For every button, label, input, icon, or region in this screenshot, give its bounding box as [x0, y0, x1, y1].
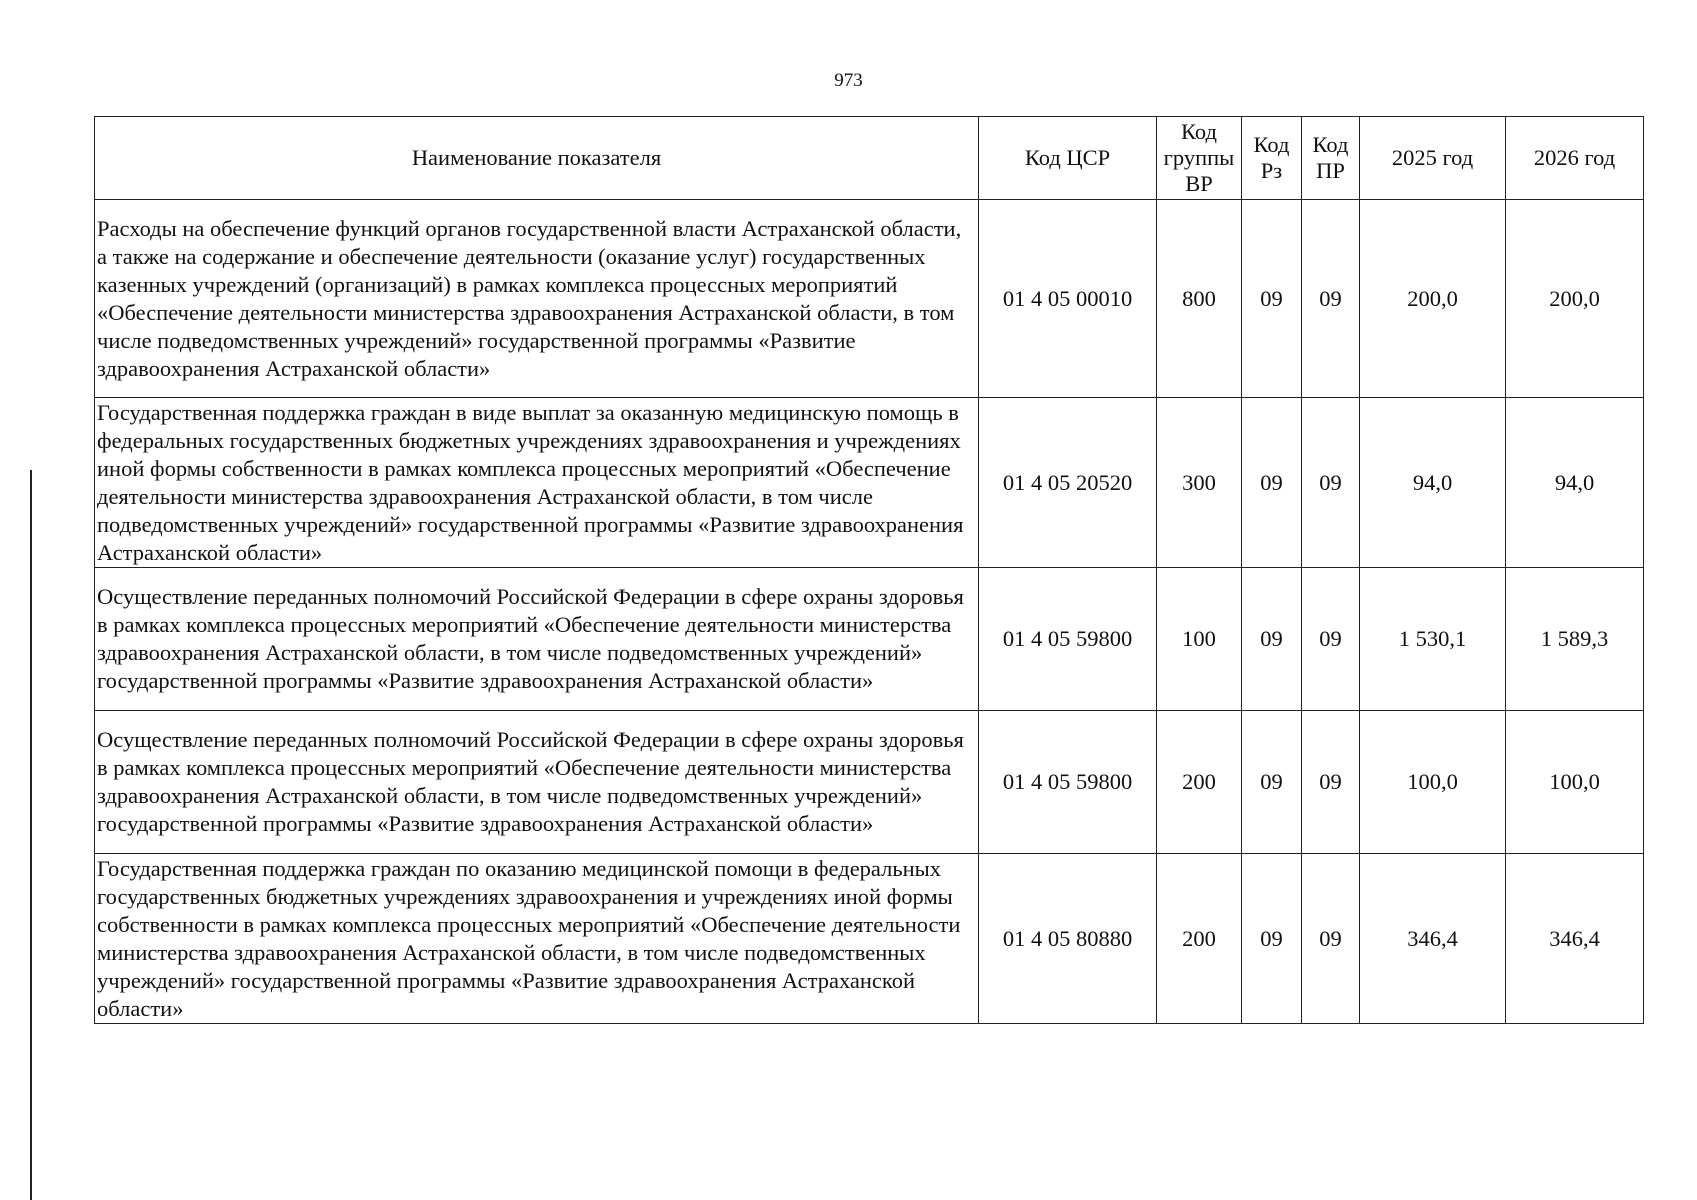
row-rz-code: 09	[1242, 711, 1302, 854]
row-pr-code: 09	[1302, 854, 1360, 1024]
row-amount-2026: 100,0	[1506, 711, 1644, 854]
row-vr-code: 200	[1157, 711, 1242, 854]
row-rz-code: 09	[1242, 398, 1302, 568]
row-pr-code: 09	[1302, 711, 1360, 854]
table-row	[95, 200, 1644, 398]
table-header-row	[95, 117, 1644, 200]
row-amount-2026: 200,0	[1506, 200, 1644, 398]
row-amount-2025: 94,0	[1360, 398, 1506, 568]
budget-table	[94, 116, 1644, 1024]
row-name: Осуществление переданных полномочий Российской Федерации в сфере охраны здоровья в рамках комплекса процессных мероприятий «Обеспечение деятельности министерства здравоохранения Астраханской области, в том числе подведомственных учреждений» государственной программы «Развитие здравоохранения Астраханской области»	[95, 568, 979, 711]
page-number: 973	[834, 70, 863, 91]
header-year-2025: 2025 год	[1360, 117, 1506, 200]
row-pr-code: 09	[1302, 568, 1360, 711]
table-row	[95, 568, 1644, 711]
row-rz-code: 09	[1242, 568, 1302, 711]
row-amount-2025: 100,0	[1360, 711, 1506, 854]
header-csr-code: Код ЦСР	[979, 117, 1157, 200]
margin-line	[30, 470, 32, 1200]
row-rz-code: 09	[1242, 854, 1302, 1024]
row-csr-code: 01 4 05 59800	[979, 568, 1157, 711]
row-pr-code: 09	[1302, 398, 1360, 568]
row-pr-code: 09	[1302, 200, 1360, 398]
header-rz-code: Код Рз	[1242, 117, 1302, 200]
row-name: Государственная поддержка граждан по оказанию медицинской помощи в федеральных государственных бюджетных учреждениях здравоохранения и учреждениях иной формы собственности в рамках комплекса процессных мероприятий «Обеспечение деятельности министерства здравоохранения Астраханской области, в том числе подведомственных учреждений» государственной программы «Развитие здравоохранения Астраханской области»	[95, 854, 979, 1024]
table-row	[95, 711, 1644, 854]
header-vr-code: Код группы ВР	[1157, 117, 1242, 200]
row-csr-code: 01 4 05 00010	[979, 200, 1157, 398]
header-name: Наименование показателя	[95, 117, 979, 200]
row-vr-code: 100	[1157, 568, 1242, 711]
table-row	[95, 398, 1644, 568]
row-name: Государственная поддержка граждан в виде выплат за оказанную медицинскую помощь в федеральных государственных бюджетных учреждениях здравоохранения и учреждениях иной формы собственности в рамках комплекса процессных мероприятий «Обеспечение деятельности министерства здравоохранения Астраханской области, в том числе подведомственных учреждений» государственной программы «Развитие здравоохранения Астраханской области»	[95, 398, 979, 568]
row-name: Расходы на обеспечение функций органов государственной власти Астраханской области, а также на содержание и обеспечение деятельности (оказание услуг) государственных казенных учреждений (организаций) в рамках комплекса процессных мероприятий «Обеспечение деятельности министерства здравоохранения Астраханской области, в том числе подведомственных учреждений» государственной программы «Развитие здравоохранения Астраханской области»	[95, 200, 979, 398]
row-name: Осуществление переданных полномочий Российской Федерации в сфере охраны здоровья в рамках комплекса процессных мероприятий «Обеспечение деятельности министерства здравоохранения Астраханской области, в том числе подведомственных учреждений» государственной программы «Развитие здравоохранения Астраханской области»	[95, 711, 979, 854]
row-amount-2025: 1 530,1	[1360, 568, 1506, 711]
row-amount-2026: 1 589,3	[1506, 568, 1644, 711]
row-vr-code: 200	[1157, 854, 1242, 1024]
row-vr-code: 300	[1157, 398, 1242, 568]
header-pr-code: Код ПР	[1302, 117, 1360, 200]
row-rz-code: 09	[1242, 200, 1302, 398]
row-amount-2025: 346,4	[1360, 854, 1506, 1024]
row-csr-code: 01 4 05 80880	[979, 854, 1157, 1024]
row-csr-code: 01 4 05 20520	[979, 398, 1157, 568]
row-amount-2026: 346,4	[1506, 854, 1644, 1024]
row-csr-code: 01 4 05 59800	[979, 711, 1157, 854]
table-row	[95, 854, 1644, 1024]
header-year-2026: 2026 год	[1506, 117, 1644, 200]
row-amount-2026: 94,0	[1506, 398, 1644, 568]
row-amount-2025: 200,0	[1360, 200, 1506, 398]
row-vr-code: 800	[1157, 200, 1242, 398]
